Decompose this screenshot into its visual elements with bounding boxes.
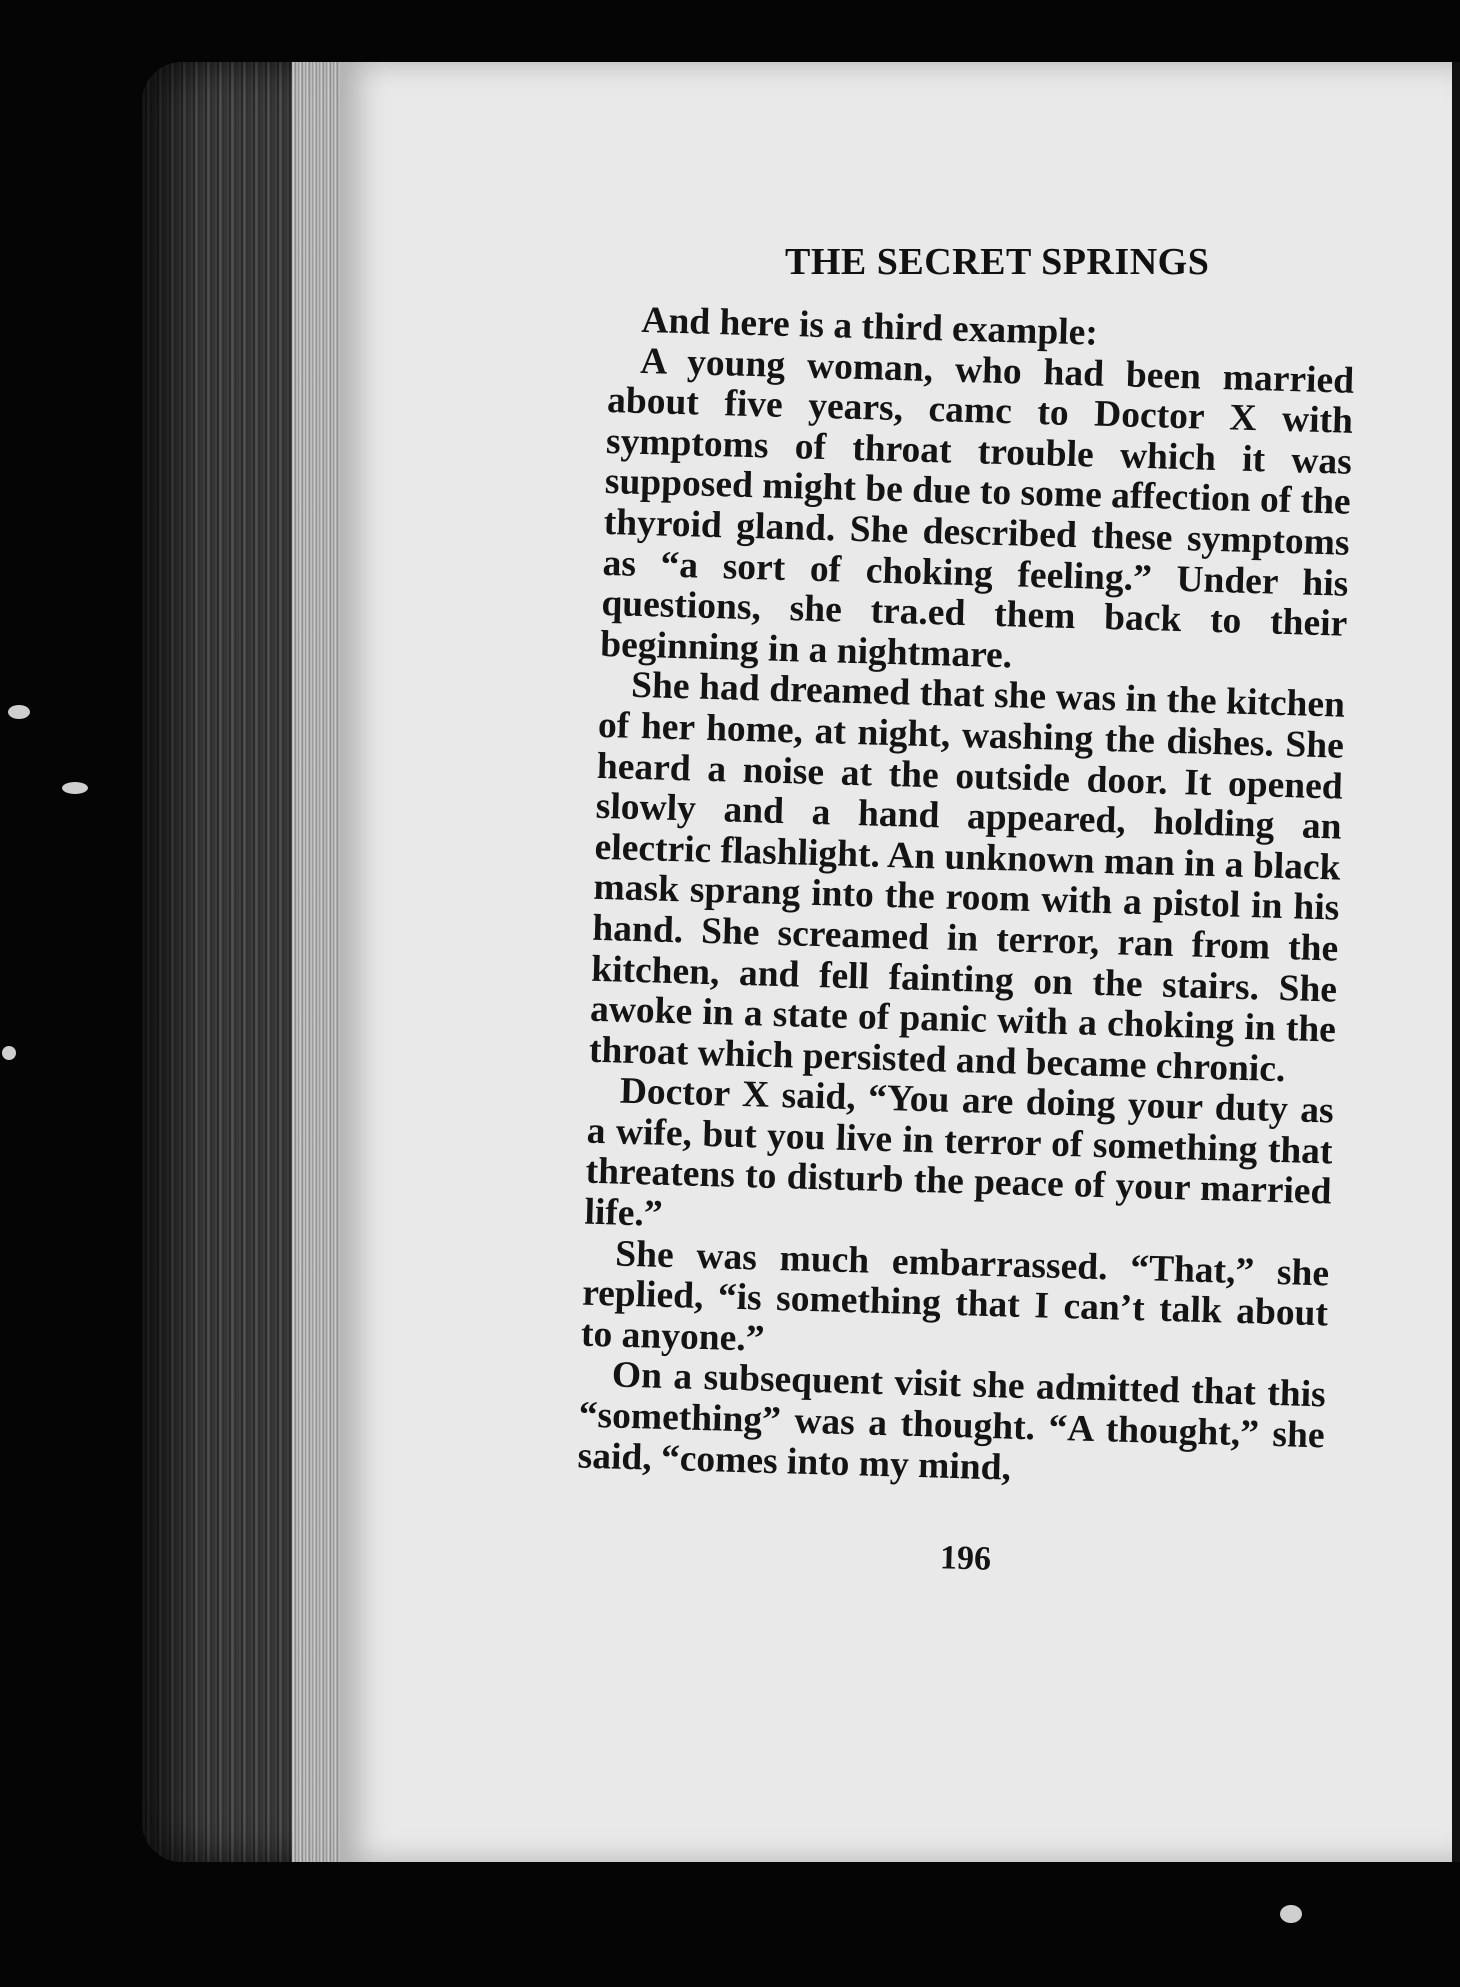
paragraph: She was much embarrassed. “That,” she replied, “is something that I can’t talk about to anyone.” bbox=[580, 1233, 1330, 1360]
paragraph: Doctor X said, “You are doing your duty as a wife, but you live in terror of something that threatens to disturb the peace of your married life.” bbox=[583, 1070, 1335, 1235]
paragraph: On a subsequent visit she admitted that this “something” was a thought. “A thought,” she said, “comes into my mind, bbox=[577, 1354, 1327, 1489]
page-right-shadow bbox=[1452, 62, 1460, 1862]
page-number: 196 bbox=[939, 1539, 992, 1578]
paragraph: She had dreamed that she was in the kitchen of her home, at night, washing the dishes. She heard a noise at the outside door. It opened slowly and a hand appeared, holding an electric flashlight. An unknown man in a black mask sprang into the room with a pistol in his hand. She screamed in terror, ran from the kitchen, and fell fainting on the stairs. She awoke in a state of panic with a choking in the throat which persisted and became chronic. bbox=[588, 665, 1346, 1090]
page-body-text bbox=[577, 300, 1356, 1498]
book-page-edges bbox=[142, 62, 342, 1862]
paragraph: And here is a third example: bbox=[640, 299, 1099, 354]
dust-speck bbox=[1280, 1905, 1302, 1923]
running-head: THE SECRET SPRINGS bbox=[785, 241, 1210, 283]
dust-speck bbox=[8, 705, 30, 719]
dust-speck bbox=[2, 1046, 16, 1060]
paragraph: A young woman, who had been married about five years, camc to Doctor X with symptoms of throat trouble which it was supposed might be due to some affection of the thyroid gland. She described these symptoms as “a sort of choking feeling.” Under his questions, she tra.ed them back to their beginning in a nightmare. bbox=[599, 340, 1355, 677]
dust-speck bbox=[62, 782, 88, 794]
